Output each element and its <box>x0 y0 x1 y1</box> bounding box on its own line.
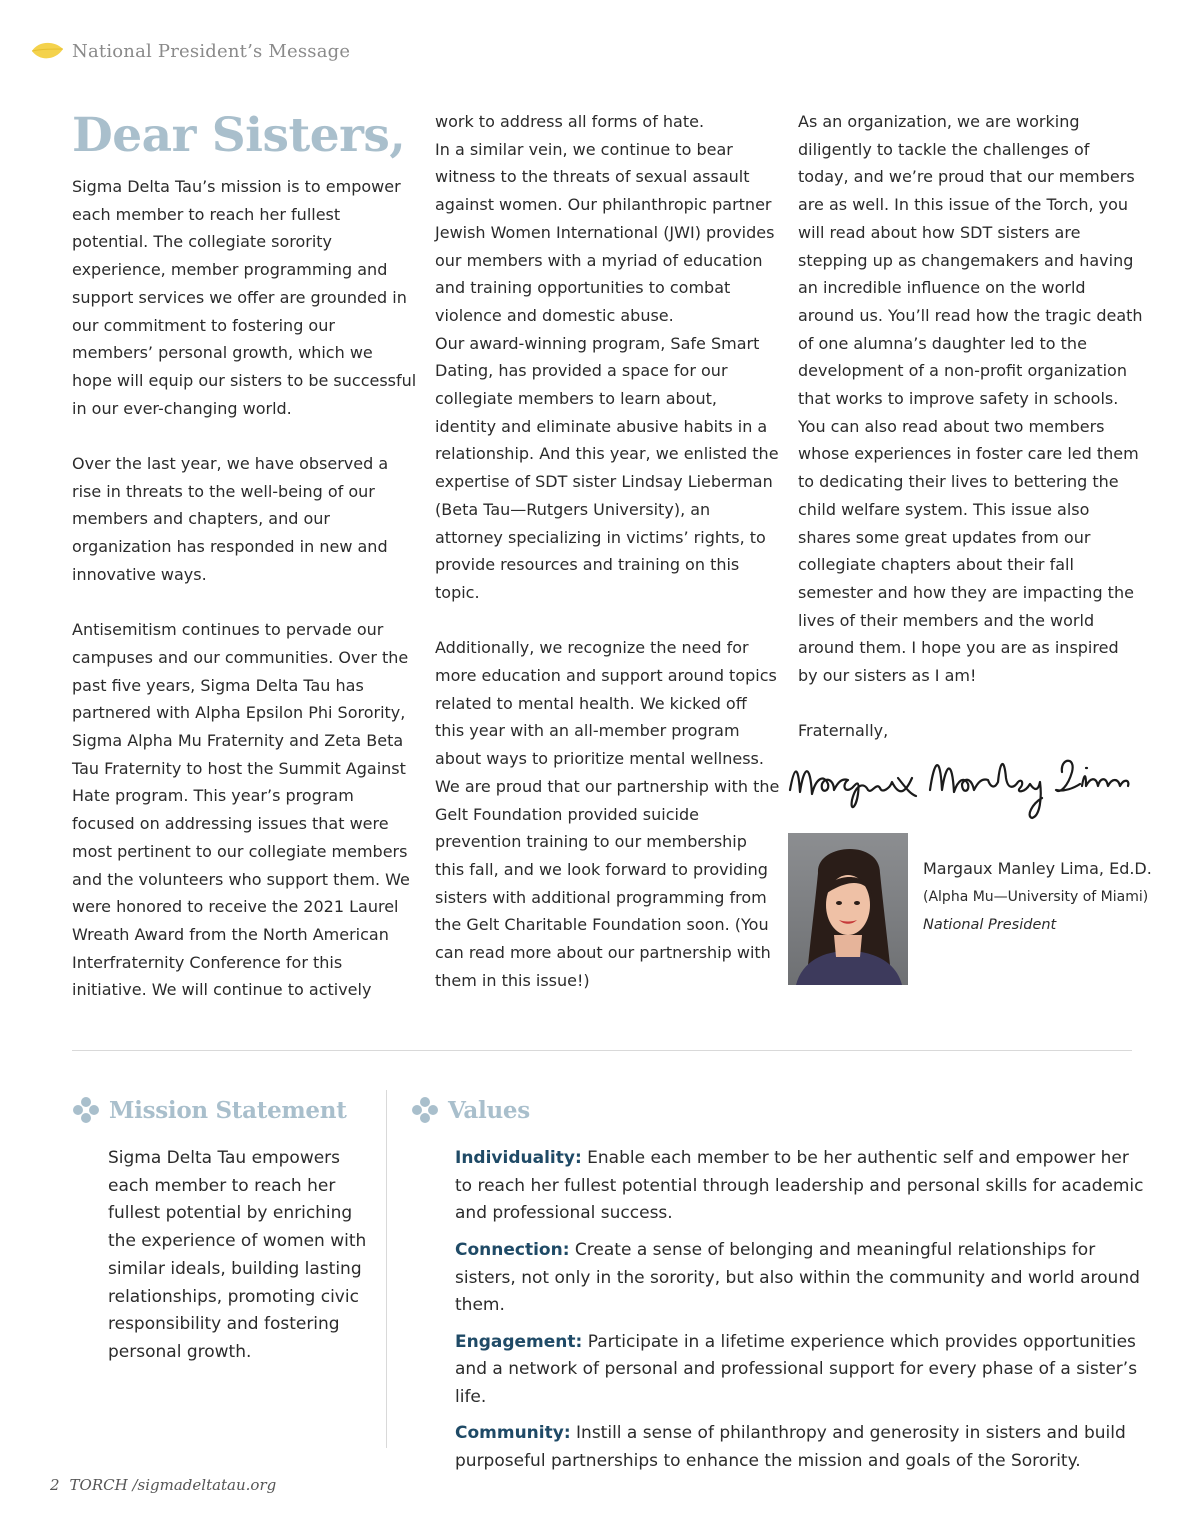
section-divider <box>72 1050 1132 1051</box>
value-text: Instill a sense of philanthropy and generosity in sisters and build purposeful partnerships to enhance the mission and goals of the Sorority. <box>455 1423 1126 1472</box>
letter-greeting: Dear Sisters, <box>72 108 406 163</box>
value-item <box>455 1237 1145 1320</box>
value-item <box>455 1420 1145 1475</box>
letter-paragraph: Sigma Delta Tau’s mission is to empower each member to reach her fullest potential. The collegiate sorority experience, member programming and support services we offer are grounded in our commitment to fostering our members’ personal growth, which we hope will equip our sisters to be successful in our ever-changing world. <box>72 177 417 418</box>
section-title: National President’s Message <box>72 40 351 62</box>
page-header <box>30 36 350 66</box>
letter-column-3 <box>798 108 1143 745</box>
letter-paragraph: As an organization, we are working diligently to tackle the challenges of today, and we’re proud that our members are as well. In this issue of the Torch, you will read about how SDT sisters are stepping up as changemakers and having an incredible influence on the world around us. You’ll read how the tragic death of one alumna’s daughter led to the development of a non-profit organization that works to improve safety in schools. You can also read about two members whose experiences in foster care led them to dedicating their lives to bettering the child welfare system. This issue also shares some great updates from our collegiate chapters about their fall semester and how they are impacting the lives of their members and the world around them. I hope you are as inspired by our sisters as I am! <box>798 112 1143 686</box>
author-name: Margaux Manley Lima, Ed.D. <box>923 859 1152 878</box>
values-heading <box>411 1096 530 1124</box>
letter-closing: Fraternally, <box>798 721 889 741</box>
footer-url: TORCH /sigmadeltatau.org <box>69 1476 277 1494</box>
page-footer <box>50 1476 276 1494</box>
value-name: Connection: <box>455 1239 570 1260</box>
value-name: Individuality: <box>455 1148 582 1168</box>
author-portrait <box>788 833 908 985</box>
mission-heading <box>72 1096 347 1124</box>
letter-column-2 <box>435 108 780 994</box>
letter-column-1 <box>72 108 417 1004</box>
author-role: National President <box>923 917 1057 933</box>
letter-paragraph: Antisemitism continues to pervade our campuses and our communities. Over the past five years, Sigma Delta Tau has partnered with Alpha Epsilon Phi Sorority, Sigma Alpha Mu Fraternity and Zeta Beta Tau Fraternity to host the Summit Against Hate program. This year’s program focused on addressing issues that were most pertinent to our collegiate members and the volunteers who support them. We were honored to receive the 2021 Laurel Wreath Award from the North American Interfraternity Conference for this initiative. We will continue to actively <box>72 620 410 1000</box>
quatrefoil-icon <box>72 1096 100 1124</box>
value-name: Engagement: <box>455 1331 583 1352</box>
value-text: Enable each member to be her authentic self and empower her to reach her fullest potential through leadership and personal skills for academic and professional success. <box>455 1148 1144 1224</box>
value-item <box>455 1145 1145 1228</box>
page-number: 2 <box>50 1476 60 1494</box>
letter-paragraph: Our award-winning program, Safe Smart Dating, has provided a space for our collegiate members to learn about, identity and eliminate abusive habits in a relationship. And this year, we enlisted the expertise of SDT sister Lindsay Lieberman (Beta Tau—Rutgers University), an attorney specializing in victims’ rights, to provide resources and training on this topic. <box>435 333 779 602</box>
letter-paragraph: Additionally, we recognize the need for more education and support around topics related to mental health. We kicked off this year with an all-member program about ways to prioritize mental wellness. We are proud that our partnership with the Gelt Foundation provided suicide prevention training to our membership this fall, and we look forward to providing sisters with additional programming from the Gelt Charitable Foundation soon. (You can read more about our partnership with them in this issue!) <box>435 638 780 990</box>
signature <box>780 738 1140 828</box>
mission-statement-text: Sigma Delta Tau empowers each member to reach her fullest potential by enriching the experience of women with similar ideals, building lasting relationships, promoting civic responsibility and fostering personal growth. <box>108 1148 367 1362</box>
author-info <box>923 855 1152 939</box>
value-item <box>455 1329 1145 1412</box>
value-text: Participate in a lifetime experience which provides opportunities and a network of personal and professional support for every phase of a sister’s life. <box>455 1331 1138 1407</box>
values-list <box>455 1145 1145 1484</box>
column-divider <box>386 1090 387 1448</box>
quatrefoil-icon <box>411 1096 439 1124</box>
letter-paragraph: In a similar vein, we continue to bear witness to the threats of sexual assault against women. Our philanthropic partner Jewish Women International (JWI) provides our members with a myriad of education and training opportunities to combat violence and domestic abuse. <box>435 139 775 325</box>
letter-paragraph: Over the last year, we have observed a rise in threats to the well-being of our members and chapters, and our organization has responded in new and innovative ways. <box>72 454 389 584</box>
value-text: Create a sense of belonging and meaningful relationships for sisters, not only in the sorority, but also within the community and world around them. <box>455 1239 1140 1316</box>
leaf-icon <box>30 40 64 62</box>
author-chapter: (Alpha Mu—University of Miami) <box>923 889 1149 905</box>
letter-paragraph: work to address all forms of hate. <box>435 112 705 131</box>
values-heading-label: Values <box>448 1096 530 1124</box>
portrait-illustration <box>788 833 908 985</box>
mission-heading-label: Mission Statement <box>109 1096 347 1124</box>
value-name: Community: <box>455 1423 571 1444</box>
